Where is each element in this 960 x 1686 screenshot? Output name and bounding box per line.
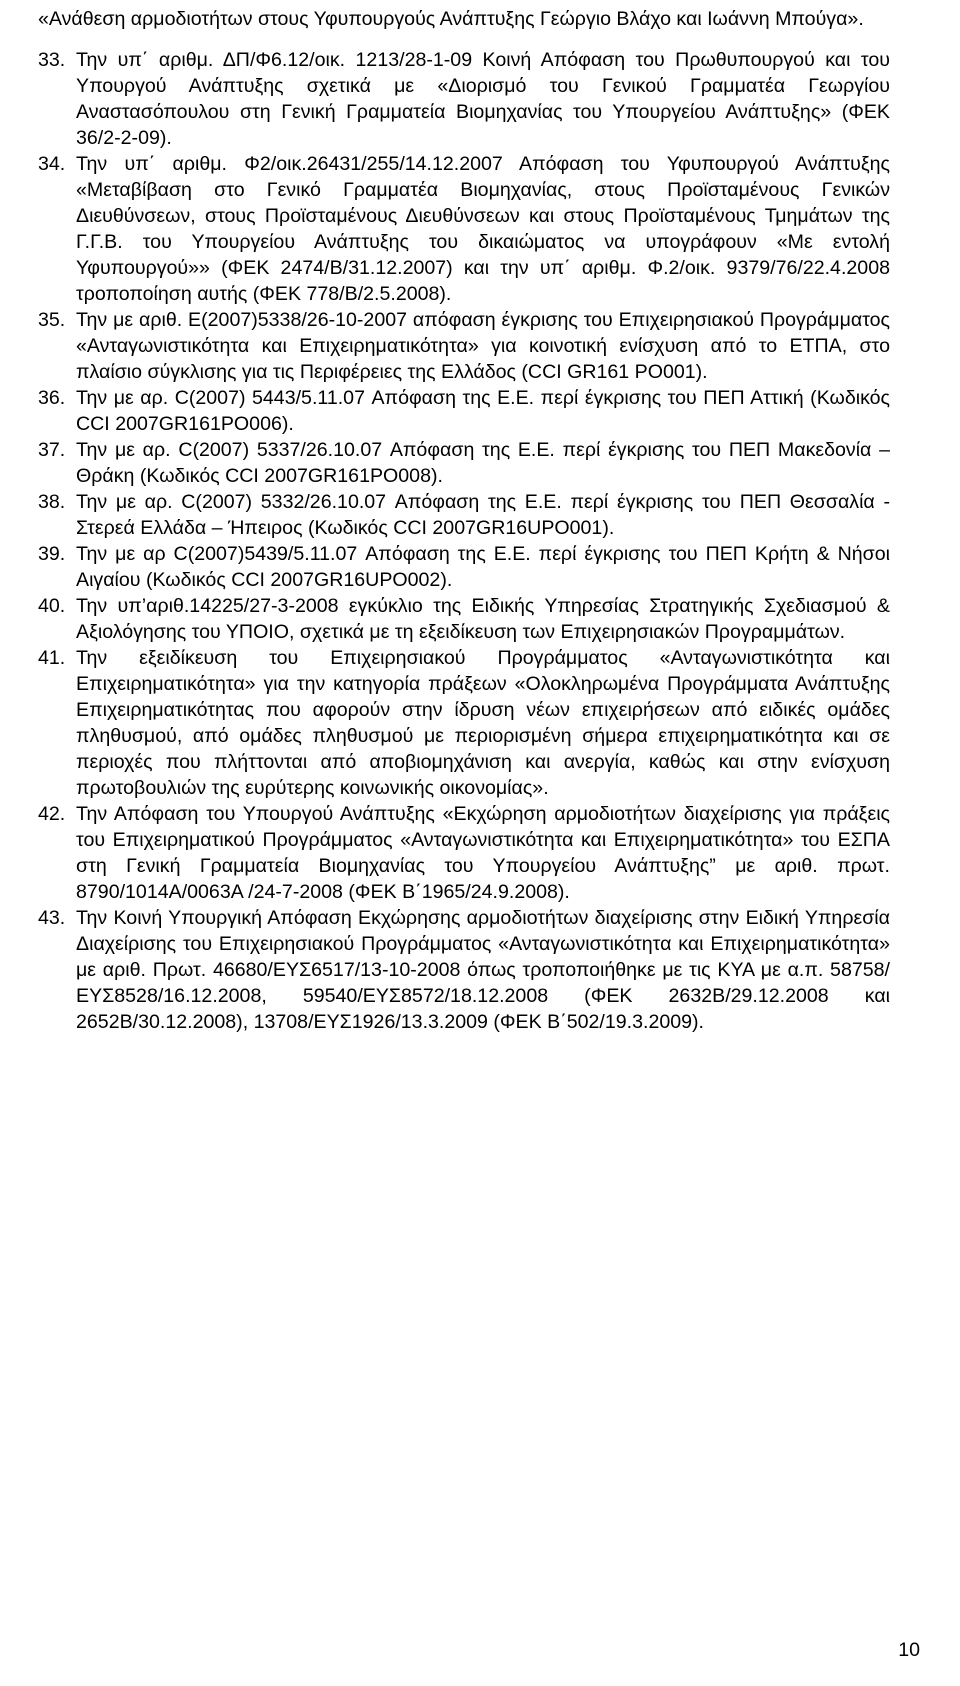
list-item-text: Την με αρ. C(2007) 5332/26.10.07 Απόφαση της Ε.Ε. περί έγκρισης του ΠΕΠ Θεσσαλία - Στερεά Ελλάδα – Ήπειρος (Κωδικός CCI 2007GR16UPO001). bbox=[76, 491, 890, 539]
list-item bbox=[38, 541, 890, 593]
list-item-text: Την υπ’αριθ.14225/27-3-2008 εγκύκλιο της Ειδικής Υπηρεσίας Στρατηγικής Σχεδιασμού & Αξιολόγησης του ΥΠΟΙΟ, σχετικά με τη εξειδίκευση των Επιχειρησιακών Προγραμμάτων. bbox=[76, 595, 890, 643]
list-item-text: Την με αρ. C(2007) 5337/26.10.07 Απόφαση της Ε.Ε. περί έγκρισης του ΠΕΠ Μακεδονία – Θράκη (Κωδικός CCI 2007GR161PO008). bbox=[76, 439, 890, 487]
list-item-text: Την υπ΄ αριθμ. ΔΠ/Φ6.12/οικ. 1213/28-1-09 Κοινή Απόφαση του Πρωθυπουργού και του Υπουργού Ανάπτυξης σχετικά με «Διορισμό του Γενικού Γραμματέα Γεωργίου Αναστασόπουλου στη Γενική Γραμματεία Βιομηχανίας του Υπουργείου Ανάπτυξης» (ΦΕΚ 36/2-2-09). bbox=[76, 49, 890, 149]
list-item-number: 38. bbox=[38, 491, 66, 513]
list-item bbox=[38, 905, 890, 1035]
list-item-number: 36. bbox=[38, 387, 66, 409]
document-page bbox=[38, 0, 890, 1035]
list-item-text: Την εξειδίκευση του Επιχειρησιακού Προγράμματος «Ανταγωνιστικότητα και Επιχειρηματικότητα» για την κατηγορία πράξεων «Ολοκληρωμένα Προγράμματα Ανάπτυξης Επιχειρηματικότητας που αφορούν στην ίδρυση νέων επιχειρήσεων από ειδικές ομάδες πληθυσμού, από ομάδες πληθυσμού με περιορισμένη σήμερα επιχειρηματικότητα και σε περιοχές που πλήττονται από αποβιομηχάνιση και ανεργία, καθώς και στην ενίσχυση πρωτοβουλιών της ευρύτερης κοινωνικής οικονομίας». bbox=[76, 647, 890, 799]
list-item-text: Την με αρ. C(2007) 5443/5.11.07 Απόφαση της Ε.Ε. περί έγκρισης του ΠΕΠ Αττική (Κωδικός CCI 2007GR161PO006). bbox=[76, 387, 890, 435]
list-item-number: 43. bbox=[38, 907, 66, 929]
list-item-number: 33. bbox=[38, 49, 66, 71]
list-item bbox=[38, 151, 890, 307]
list-item-text: Την με αρ C(2007)5439/5.11.07 Απόφαση της Ε.Ε. περί έγκρισης του ΠΕΠ Κρήτη & Νήσοι Αιγαίου (Κωδικός CCI 2007GR16UPO002). bbox=[76, 543, 890, 591]
intro-paragraph: «Ανάθεση αρμοδιοτήτων στους Υφυπουργούς Ανάπτυξης Γεώργιο Βλάχο και Ιωάννη Μπούγα». bbox=[38, 8, 864, 30]
list-item-number: 37. bbox=[38, 439, 66, 461]
list-item-number: 34. bbox=[38, 153, 66, 175]
list-item bbox=[38, 489, 890, 541]
list-item-number: 40. bbox=[38, 595, 66, 617]
list-item-text: Την με αριθ. Ε(2007)5338/26-10-2007 απόφαση έγκρισης του Επιχειρησιακού Προγράμματος «Ανταγωνιστικότητα και Επιχειρηματικότητα» για κοινοτική ενίσχυση από το ΕΤΠΑ, στο πλαίσιο σύγκλισης για τις Περιφέρειες της Ελλάδος (CCI GR161 PO001). bbox=[76, 309, 890, 383]
list-item-number: 42. bbox=[38, 803, 66, 825]
list-item-text: Την υπ΄ αριθμ. Φ2/οικ.26431/255/14.12.2007 Απόφαση του Υφυπουργού Ανάπτυξης «Μεταβίβαση στο Γενικό Γραμματέα Βιομηχανίας, στους Προϊσταμένους Γενικών Διευθύνσεων, στους Προϊσταμένους Διευθύνσεων και στους Προϊσταμένους Τμημάτων της Γ.Γ.Β. του Υπουργείου Ανάπτυξης του δικαιώματος να υπογράφουν «Με εντολή Υφυπουργού»» (ΦΕΚ 2474/Β/31.12.2007) και την υπ΄ αριθμ. Φ.2/οικ. 9379/76/22.4.2008 τροποποίηση αυτής (ΦΕΚ 778/Β/2.5.2008). bbox=[76, 153, 890, 305]
numbered-list bbox=[38, 47, 890, 1035]
list-item bbox=[38, 307, 890, 385]
list-item-number: 35. bbox=[38, 309, 66, 331]
list-item bbox=[38, 437, 890, 489]
list-item-number: 39. bbox=[38, 543, 66, 565]
list-item bbox=[38, 645, 890, 801]
list-item bbox=[38, 385, 890, 437]
page-number: 10 bbox=[898, 1639, 920, 1661]
list-item-number: 41. bbox=[38, 647, 66, 669]
list-item bbox=[38, 801, 890, 905]
list-item-text: Την Απόφαση του Υπουργού Ανάπτυξης «Εκχώρηση αρμοδιοτήτων διαχείρισης για πράξεις του Επιχειρηματικού Προγράμματος «Ανταγωνιστικότητα και Επιχειρηματικότητα» του ΕΣΠΑ στη Γενική Γραμματεία Βιομηχανίας του Υπουργείου Ανάπτυξης” με αριθ. πρωτ. 8790/1014Α/0063Α /24-7-2008 (ΦΕΚ Β΄1965/24.9.2008). bbox=[76, 803, 890, 903]
list-item bbox=[38, 47, 890, 151]
list-item bbox=[38, 593, 890, 645]
list-item-text: Την Κοινή Υπουργική Απόφαση Εκχώρησης αρμοδιοτήτων διαχείρισης στην Ειδική Υπηρεσία Διαχείρισης του Επιχειρησιακού Προγράμματος «Ανταγωνιστικότητα και Επιχειρηματικότητα» με αριθ. Πρωτ. 46680/ΕΥΣ6517/13-10-2008 όπως τροποποιήθηκε με τις ΚΥΑ με α.π. 58758/ΕΥΣ8528/16.12.2008, 59540/ΕΥΣ8572/18.12.2008 (ΦΕΚ 2632Β/29.12.2008 και 2652Β/30.12.2008), 13708/ΕΥΣ1926/13.3.2009 (ΦΕΚ Β΄502/19.3.2009). bbox=[76, 907, 890, 1033]
